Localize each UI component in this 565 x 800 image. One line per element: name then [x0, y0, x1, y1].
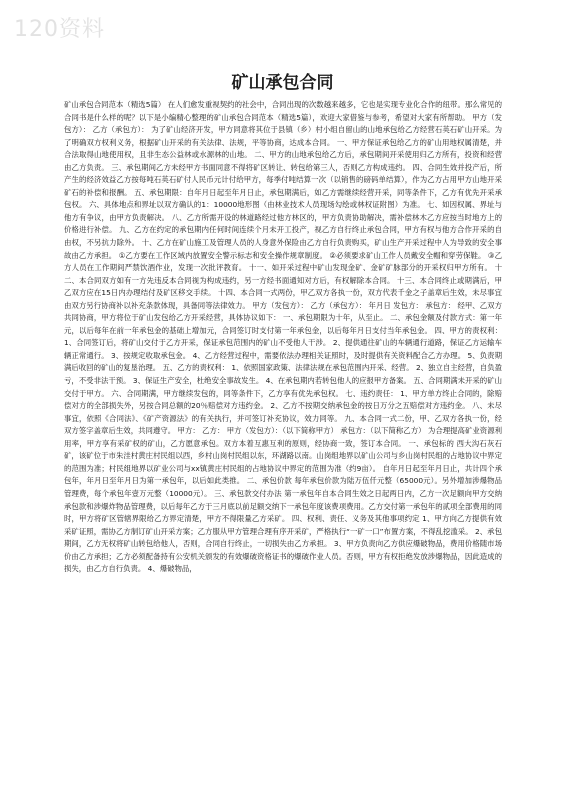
watermark-logo: 120资料: [14, 17, 105, 42]
document-title: 矿山承包合同: [231, 73, 334, 93]
document-body: 矿山承包合同范本（精选5篇） 在人们愈发重视契约的社会中，合同出现的次数越来越多，它也是实现专业化合作的纽带。那么常见的合同书是什么样的呢？以下是小编精心整理的矿山承包合同范本（精选5篇），欢迎大家借鉴与参考，希望对大家有所帮助。 甲方（发包方）： 乙方（承包方）： 为了矿山经济开发，甲方同意将其位于县镇（乡）村小组自留山的山地承包给乙方经营石英石矿山开采。为了明确双方权利义务，根据矿山开采的有关法律、法规，平等协商，达成本合同。 一、甲方保证承包给乙方的矿山用地权属清楚，并合法取得山地使用权，且非生态公益林或水源林的山地。 二、甲方的山地承包给乙方后，承包期间开采使用归乙方所有，投资和经营由乙方负责。 三、承包期间乙方未经甲方书面同意不得将矿区转让、转包给第三人，否则乙方构成违约。 四、合同生效并投产后，所产生的经济效益乙方按每吨石英石矿付人民币元计付给甲方，每季付吨结算一次（以销售的磅码单结算），作为乙方占用甲方山地开采矿石的补偿和报酬。 五、承包期限：自年月日起至年月日止，承包期满后，如乙方需继续经营开采，同等条件下，乙方有优先开采承包权。 六、具体地点和界址以双方确认的1：10000地形图（由林业技术人员现场勾绘或林权证附图）为准。 七、如因权属、界址与他方有争议，由甲方负责解决。 八、乙方所需开设的林道路经过他方林区的，甲方负责协助解决，需补偿林木乙方应按当时地方上的价格进行补偿。 九、乙方在约定的承包期内任何时间连续个月未开工投产，视乙方自行终止承包合同，甲方有权与他方合作开采的自由权，不另抗力除外。 十、乙方在矿山施工及管理人员的人身意外保险由乙方自行负责购买，矿山生产开采过程中人为导致的安全事故由乙方承担。 ①乙方要在工作区域内放置安全警示标志和安全操作规章制度。 ②必须要求矿山工作人员戴安全帽和穿劳保鞋。 ③乙方人员在工作期间严禁饮酒作业，发现一次批评教育。 十一、如开采过程中矿山发现金矿、金矿矿脉部分的开采权归甲方所有。 十二、本合同双方如有一方先违反本合同视为构成违约，另一方经书面通知对方后，有权解除本合同。 十三、本合同终止或期满后，甲乙双方应在15日内办理结付及矿区移交手续。 十四、本合同一式两份，甲乙双方各执一份，双方代表千金之子盖章后生效，未尽事宜由双方另行协商补以补充条款体现，具备同等法律效力。 甲方（发包方）： 乙方（承包方）： 年月日 发包方： 承包方： 经甲、乙双方共同协商，甲方将位于矿山发包给乙方开采经营，具体协议如下： 一、承包期限为十年，从至止。 二、承包金额及付款方式：第一年元，以后每年在前一年承包金的基础上增加元，合同签订时支付第一年承包金，以后每年月日支付当年承包金。 四、甲方的责权利： 1、合同签订后，将矿山交付于乙方开采，保证承包范围内的矿山不受他人干涉。 2、提供通往矿山的车辆通行道路，保证乙方运输车辆正常通行。 3、按规定收取承包金。 4、乙方经营过程中，需要依法办理相关证照时，及时提供有关资料配合乙方办理。 5、负责期满后收回的矿山的复垦治理。 五、乙方的责权利： 1、依照国家政策、法律法规在承包范围内开采、经营。 2、独立自主经营，自负盈亏，不受非法干预。 3、保证生产安全，杜绝安全事故发生。 4、在承包期内若转包他人的应报甲方备案。 五、合同期满未开采的矿山交付于甲方。 六、合同期满，甲方继续发包的，同等条件下，乙方享有优先承包权。 七、违约责任： 1、甲方单方终止合同的，除赔偿对方的全部损失外，另按合同总额的20％赔偿对方违约金。 2、乙方不按期交纳承包金的按日万分之五赔偿对方违约金。 八、未尽事宜，依照《合同法》、《矿产资源法》的有关执行，并可签订补充协议，效力同等。 九、本合同一式二份，甲、乙双方各执一份，经双方签字盖章后生效，共同遵守。 甲方： 乙方： 甲方（发包方）：（以下简称甲方） 承包方：（以下简称乙方） 为合理提高矿业资源利用率，甲方享有采矿权的矿山，乙方愿意承包。双方本着互惠互利的原则，经协商一致，签订本合同。 一、承包标的 西大沟石灰石矿，该矿位于市朱洼村黄庄村民组以西，乡村山岗村民组以东，环湖路以南。山岗组地界以矿山公司与乡山岗村民组的占地协议中界定的范围为准；村民组地界以矿业公司与xx镇黄庄村民组的占地协议中界定的范围为准（约9亩）。 自年月日起至年月日止，共计四个承包年，年月日至年月日为第一承包年，以后如此类推。 二、承包价款 每年承包价款为陆万伍仟元整（65000元）。另外增加涉爆物品管理费，每个承包年壹万元整（10000元）。 三、承包款交付办法 第一承包年自本合同生效之日起两日内，乙方一次足额向甲方交纳承包款和涉爆炸物品管理费，以后每年乙方于三月底以前足额交纳下一承包年度该费项费用。乙方交付第一承包年的贰项全部费用的同时，甲方将矿区管辖界限给乙方界定清楚，甲方不得限量乙方采矿。 四、权利、责任、义务及其他事项约定 1、甲方向乙方提供有效采矿证照，需协乙方制订矿山开采方案；乙方服从甲方管理合理有序开采矿，严格执行“一矿一口”布置方案，不得乱挖滥采。 2、承包期间，乙方无权将矿山转包给他人，否则，合同自行终止，一切损失由乙方承担。 3、甲方负责向乙方供应爆破物品，费用价格随市场价由乙方承担；乙方必须配备持有公安机关颁发的有效爆破资格证书的爆破作业人员。否则，甲方有权拒绝发放涉爆物品，因此造成的损失，由乙方自行负责。 4、爆破物品，: [64, 100, 502, 574]
